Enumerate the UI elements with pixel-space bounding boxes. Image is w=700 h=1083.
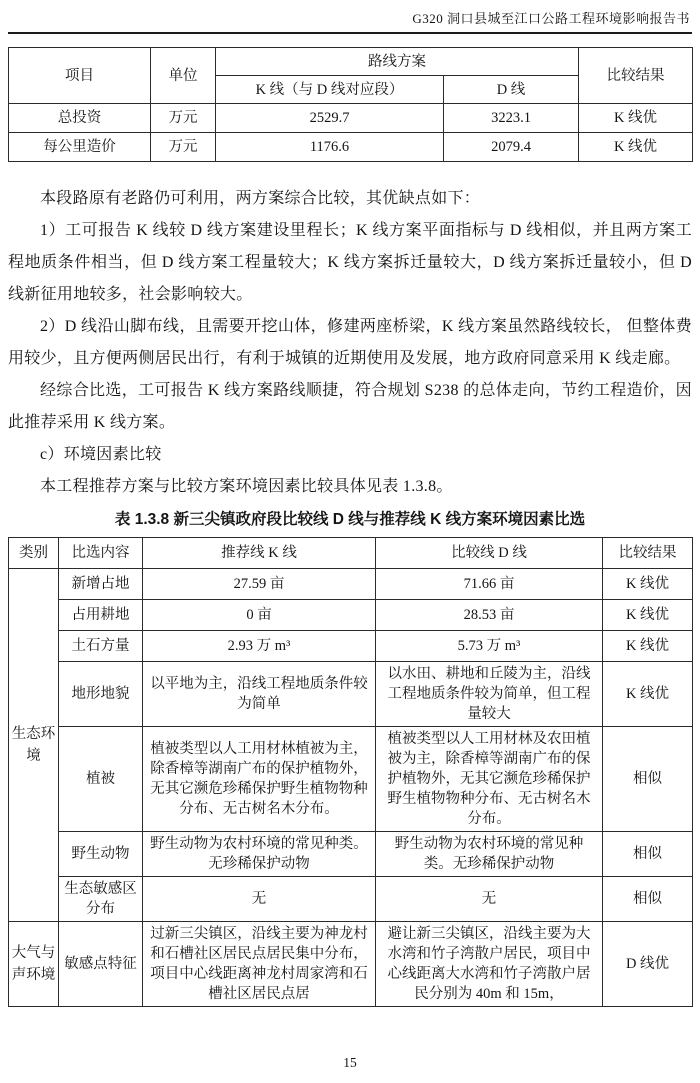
env-cell-item: 地形地貌 [59,662,143,727]
cost-cell-d: 2079.4 [444,133,579,162]
cost-cell-item: 每公里造价 [9,133,151,162]
env-cell-k: 过新三尖镇区，沿线主要为神龙村和石槽社区居民点居民集中分布，项目中心线距离神龙村周家湾和石槽社区居民点居 [143,922,376,1007]
env-cell-k: 以平地为主，沿线工程地质条件较为简单 [143,662,376,727]
env-header-content: 比选内容 [59,538,143,569]
table-row [9,832,693,877]
env-header-k-line: 推荐线 K 线 [143,538,376,569]
env-cell-result: D 线优 [603,922,693,1007]
cost-cell-result: K 线优 [579,104,693,133]
body-text [8,183,692,503]
env-cell-item: 敏感点特征 [59,922,143,1007]
body-paragraph: 本段路原有老路仍可利用，两方案综合比较，其优缺点如下： [40,190,481,207]
cost-comparison-table [8,47,693,162]
env-cell-result: K 线优 [603,600,693,631]
cost-header-scheme-group: 路线方案 [216,48,579,76]
env-cell-d: 植被类型以人工用材林及农田植被为主，除香樟等湖南广布的保护植物外，无其它濒危珍稀保护野生植物物种分布、无古树名木分布。 [376,727,603,832]
cost-cell-item: 总投资 [9,104,151,133]
page-number: 15 [343,1055,357,1070]
table-caption: 表 1.3.8 新三尖镇政府段比较线 D 线与推荐线 K 线方案环境因素比选 [114,511,586,528]
env-cell-k: 0 亩 [143,600,376,631]
cost-cell-k: 1176.6 [216,133,444,162]
env-cell-result: K 线优 [603,662,693,727]
env-cell-result: 相似 [603,832,693,877]
cost-header-d-line: D 线 [444,76,579,104]
table-row [9,877,693,922]
page-header-title: G320 洞口县城至江口公路工程环境影响报告书 [8,6,692,34]
env-cell-k: 野生动物为农村环境的常见种类。无珍稀保护动物 [143,832,376,877]
env-cell-item: 占用耕地 [59,600,143,631]
env-cell-k: 植被类型以人工用材林植被为主，除香樟等湖南广布的保护植物外，无其它濒危珍稀保护野生植物物种分布、无古树名木分布。 [143,727,376,832]
env-cell-item: 植被 [59,727,143,832]
table-row [9,600,693,631]
cost-cell-result: K 线优 [579,133,693,162]
cost-cell-k: 2529.7 [216,104,444,133]
table-row [9,104,693,133]
body-paragraph: 经综合比选，工可报告 K 线方案路线顺捷，符合规划 S238 的总体走向，节约工程造价，因此推荐采用 K 线方案。 [8,382,692,431]
cost-cell-d: 3223.1 [444,104,579,133]
body-paragraph: c）环境因素比较 [40,446,162,463]
body-paragraph: 本工程推荐方案与比较方案环境因素比较具体见表 1.3.8。 [40,478,453,495]
cost-header-item: 项目 [9,48,151,104]
env-category-ecology: 生态环境 [9,569,59,922]
env-cell-d: 5.73 万 m³ [376,631,603,662]
cost-cell-unit: 万元 [151,133,216,162]
env-cell-d: 避让新三尖镇区，沿线主要为大水湾和竹子湾散户居民，项目中心线距离大水湾和竹子湾散户居民分别为 40m 和 15m， [376,922,603,1007]
env-cell-item: 生态敏感区分布 [59,877,143,922]
env-cell-d: 以水田、耕地和丘陵为主，沿线工程地质条件较为简单，但工程量较大 [376,662,603,727]
env-cell-result: K 线优 [603,569,693,600]
table-row [9,727,693,832]
env-cell-d: 无 [376,877,603,922]
env-cell-result: 相似 [603,727,693,832]
env-header-category: 类别 [9,538,59,569]
env-header-d-line: 比较线 D 线 [376,538,603,569]
table-row [9,569,693,600]
table-row [9,662,693,727]
cost-header-k-line: K 线（与 D 线对应段） [216,76,444,104]
cost-header-result: 比较结果 [579,48,693,104]
env-cell-d: 野生动物为农村环境的常见种类。无珍稀保护动物 [376,832,603,877]
env-cell-k: 27.59 亩 [143,569,376,600]
env-cell-k: 2.93 万 m³ [143,631,376,662]
body-paragraph: 2）D 线沿山脚布线，且需要开挖山体，修建两座桥梁，K 线方案虽然路线较长， 但整体费用较少，且方便两侧居民出行，有利于城镇的近期使用及发展，地方政府同意采用 K 线走廊。 [8,318,692,367]
cost-cell-unit: 万元 [151,104,216,133]
env-header-result: 比较结果 [603,538,693,569]
env-cell-k: 无 [143,877,376,922]
cost-header-unit: 单位 [151,48,216,104]
table-row [9,133,693,162]
body-paragraph: 1）工可报告 K 线较 D 线方案建设里程长；K 线方案平面指标与 D 线相似，并且两方案工程地质条件相当，但 D 线方案工程量较大；K 线方案拆迁量较大，D 线方案拆迁量较小，但 D 线新征用地较多，社会影响较大。 [8,222,692,303]
env-factor-table [8,537,693,1007]
env-cell-item: 土石方量 [59,631,143,662]
table-row [9,922,693,1007]
env-cell-item: 新增占地 [59,569,143,600]
table-row [9,631,693,662]
env-cell-result: 相似 [603,877,693,922]
env-cell-result: K 线优 [603,631,693,662]
env-category-air-noise: 大气与声环境 [9,922,59,1007]
env-cell-d: 71.66 亩 [376,569,603,600]
env-cell-d: 28.53 亩 [376,600,603,631]
env-cell-item: 野生动物 [59,832,143,877]
